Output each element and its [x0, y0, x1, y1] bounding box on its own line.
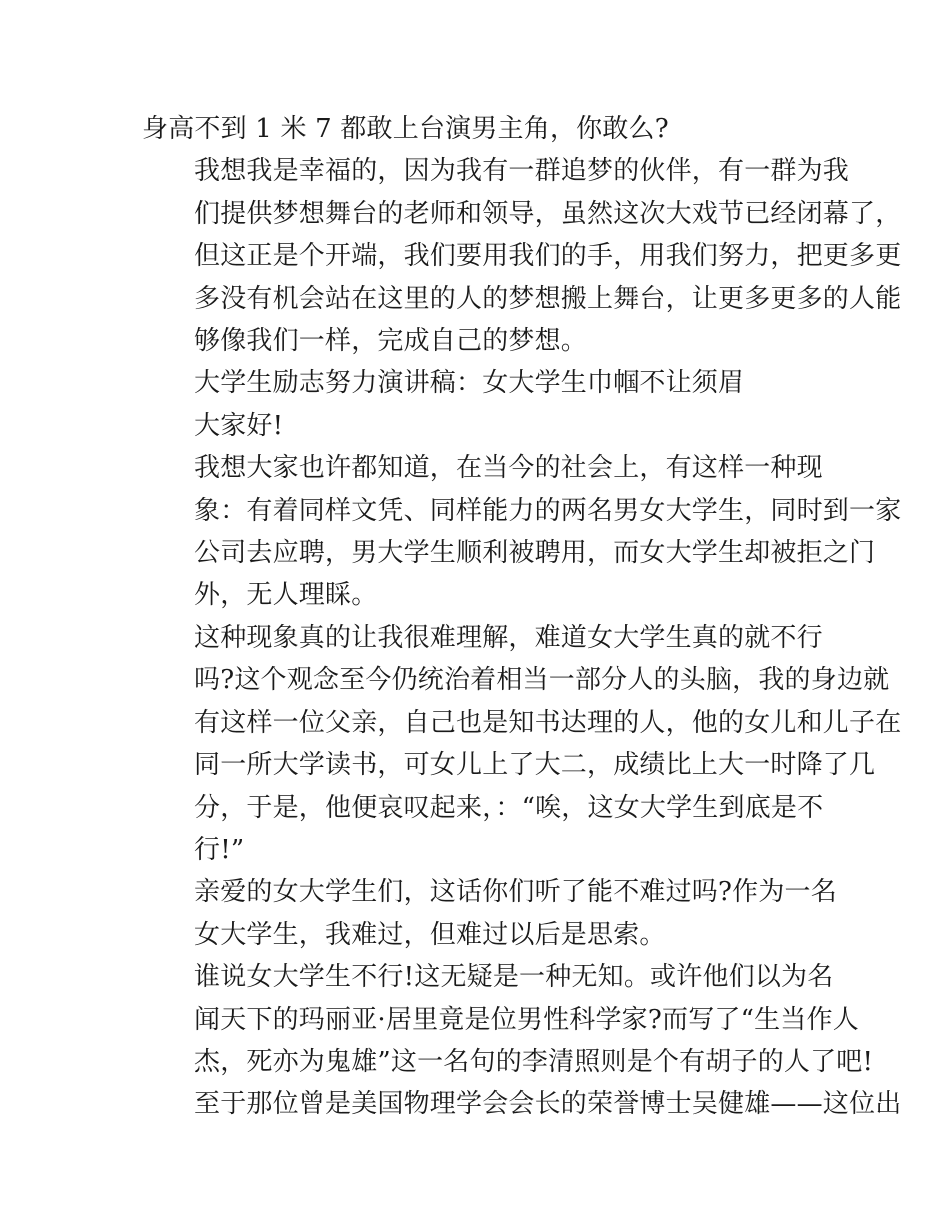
- text-line: 大家好!: [194, 410, 284, 441]
- document-body: [142, 108, 902, 1126]
- text-line: 多没有机会站在这里的人的梦想搬上舞台，让更多更多的人能: [194, 283, 902, 314]
- text-line: 有这样一位父亲，自己也是知书达理的人，他的女儿和儿子在: [194, 707, 902, 738]
- text-line: 外，无人理睬。: [194, 580, 378, 611]
- paragraph: [142, 871, 837, 956]
- text-line: 但这正是个开端，我们要用我们的手，用我们努力，把更多更: [194, 241, 902, 272]
- paragraph: [142, 405, 814, 447]
- paragraph: [142, 362, 814, 404]
- text-line: 吗?这个观念至今仍统治着相当一部分人的头脑，我的身边就: [194, 665, 890, 696]
- text-line: 女大学生，我难过，但难过以后是思索。: [194, 919, 666, 950]
- text-line: 们提供梦想舞台的老师和领导，虽然这次大戏节已经闭幕了，: [194, 198, 902, 229]
- text-line: 同一所大学读书，可女儿上了大二，成绩比上大一时降了几: [194, 750, 876, 781]
- text-line: 至于那位曾是美国物理学会会长的荣誉博士吴健雄——这位出: [194, 1089, 902, 1120]
- text-line: 亲爱的女大学生们，这话你们听了能不难过吗?作为一名: [194, 877, 837, 908]
- text-line: 谁说女大学生不行!这无疑是一种无知。或许他们以为名: [194, 962, 834, 993]
- text-line: 分，于是，他便哀叹起来，：“唉，这女大学生到底是不: [194, 792, 824, 823]
- paragraph: [142, 150, 902, 362]
- paragraph: [142, 617, 902, 871]
- paragraph: [142, 108, 814, 150]
- text-line: 我想我是幸福的，因为我有一群追梦的伙伴，有一群为我: [194, 156, 850, 187]
- text-line: 这种现象真的让我很难理解，难道女大学生真的就不行: [194, 622, 823, 653]
- text-line: 身高不到 1 米 7 都敢上台演男主角，你敢么?: [142, 114, 669, 144]
- text-line: 我想大家也许都知道，在当今的社会上，有这样一种现: [194, 453, 823, 484]
- text-line: 公司去应聘，男大学生顺利被聘用，而女大学生却被拒之门: [194, 538, 876, 569]
- text-line: 够像我们一样，完成自己的梦想。: [194, 326, 588, 357]
- text-line: 闻天下的玛丽亚·居里竟是位男性科学家?而写了“生当作人: [194, 1004, 859, 1035]
- paragraph: [142, 956, 902, 1126]
- paragraph: [142, 447, 902, 617]
- text-line: 大学生励志努力演讲稿：女大学生巾帼不让须眉: [194, 368, 745, 399]
- text-line: 象：有着同样文凭、同样能力的两名男女大学生，同时到一家: [194, 495, 902, 526]
- text-line: 杰，死亦为鬼雄”这一名句的李清照则是个有胡子的人了吧!: [194, 1046, 874, 1077]
- text-line: 行!”: [194, 834, 245, 865]
